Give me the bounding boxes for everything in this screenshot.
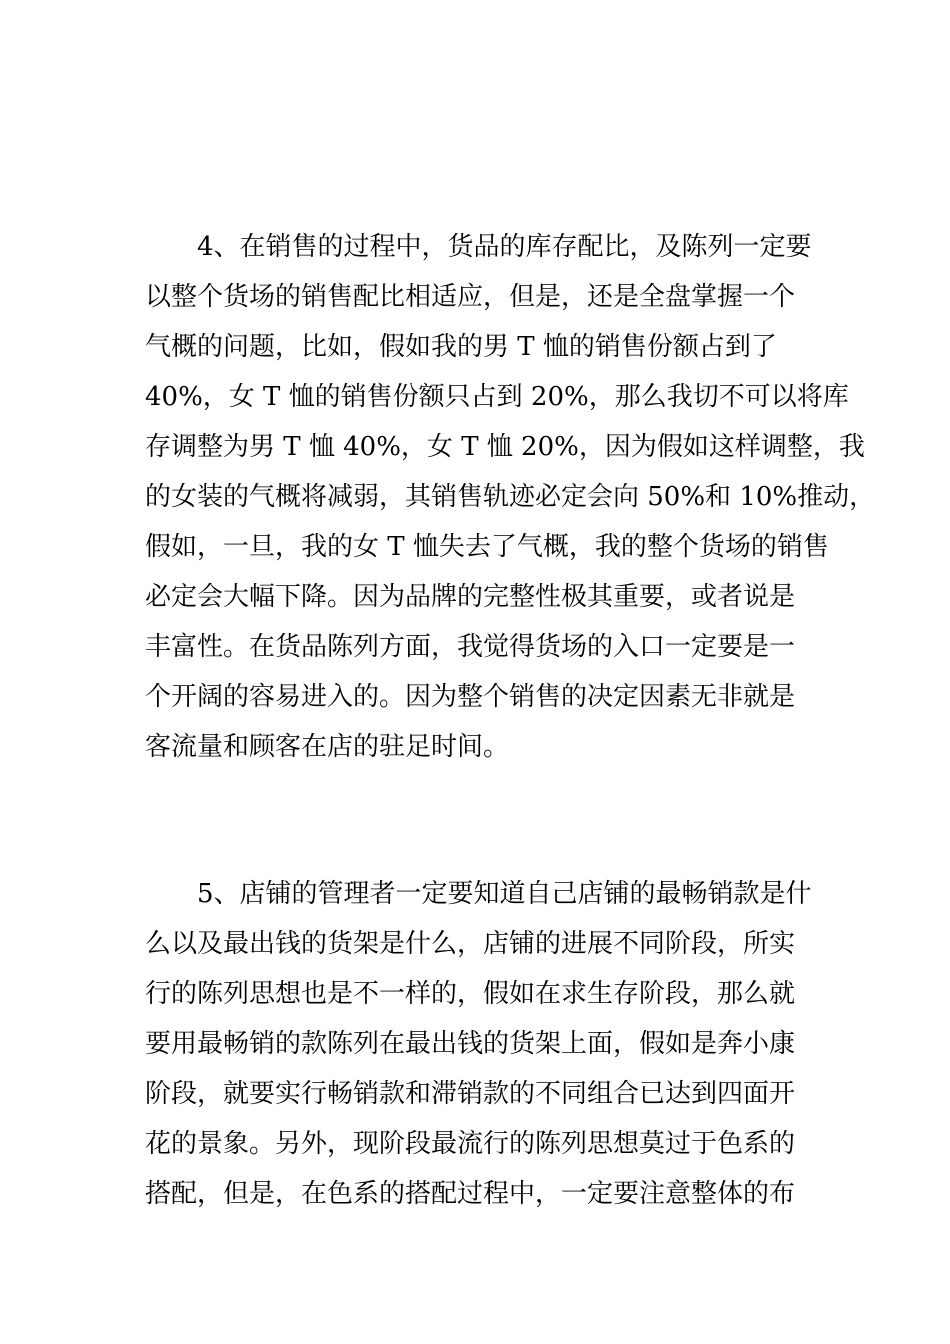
paragraph-line: 花的景象。另外，现阶段最流行的陈列思想莫过于色系的 <box>145 1129 796 1159</box>
paragraph-line: 个开阔的容易进入的。因为整个销售的决定因素无非就是 <box>145 682 796 712</box>
paragraph-4 <box>145 222 876 772</box>
paragraph-line: 的女装的气概将减弱，其销售轨迹必定会向 50%和 10%推动， <box>145 482 876 512</box>
paragraph-line: 存调整为男 T 恤 40%，女 T 恤 20%，因为假如这样调整，我 <box>145 432 865 462</box>
paragraph-line: 气概的问题，比如，假如我的男 T 恤的销售份额占到了 <box>145 332 777 362</box>
paragraph-line: 阶段，就要实行畅销款和滞销款的不同组合已达到四面开 <box>145 1079 796 1109</box>
paragraph-line: 搭配，但是，在色系的搭配过程中，一定要注意整体的布 <box>145 1179 796 1209</box>
paragraph-line: 5、店铺的管理者一定要知道自己店铺的最畅销款是什 <box>197 879 812 909</box>
paragraph-line: 假如，一旦，我的女 T 恤失去了气概，我的整个货场的销售 <box>145 532 829 562</box>
paragraph-line: 么以及最出钱的货架是什么，店铺的进展不同阶段，所实 <box>145 929 796 959</box>
paragraph-line: 40%，女 T 恤的销售份额只占到 20%，那么我切不可以将库 <box>145 382 849 412</box>
paragraph-line: 要用最畅销的款陈列在最出钱的货架上面，假如是奔小康 <box>145 1029 796 1059</box>
paragraph-line: 丰富性。在货品陈列方面，我觉得货场的入口一定要是一 <box>145 632 796 662</box>
paragraph-line: 行的陈列思想也是不一样的，假如在求生存阶段，那么就 <box>145 979 796 1009</box>
paragraph-line: 4、在销售的过程中，货品的库存配比，及陈列一定要 <box>197 232 812 262</box>
paragraph-line: 必定会大幅下降。因为品牌的完整性极其重要，或者说是 <box>145 582 796 612</box>
paragraph-5 <box>145 869 810 1219</box>
paragraph-line: 客流量和顾客在店的驻足时间。 <box>145 732 510 762</box>
paragraph-line: 以整个货场的销售配比相适应，但是，还是全盘掌握一个 <box>145 282 796 312</box>
